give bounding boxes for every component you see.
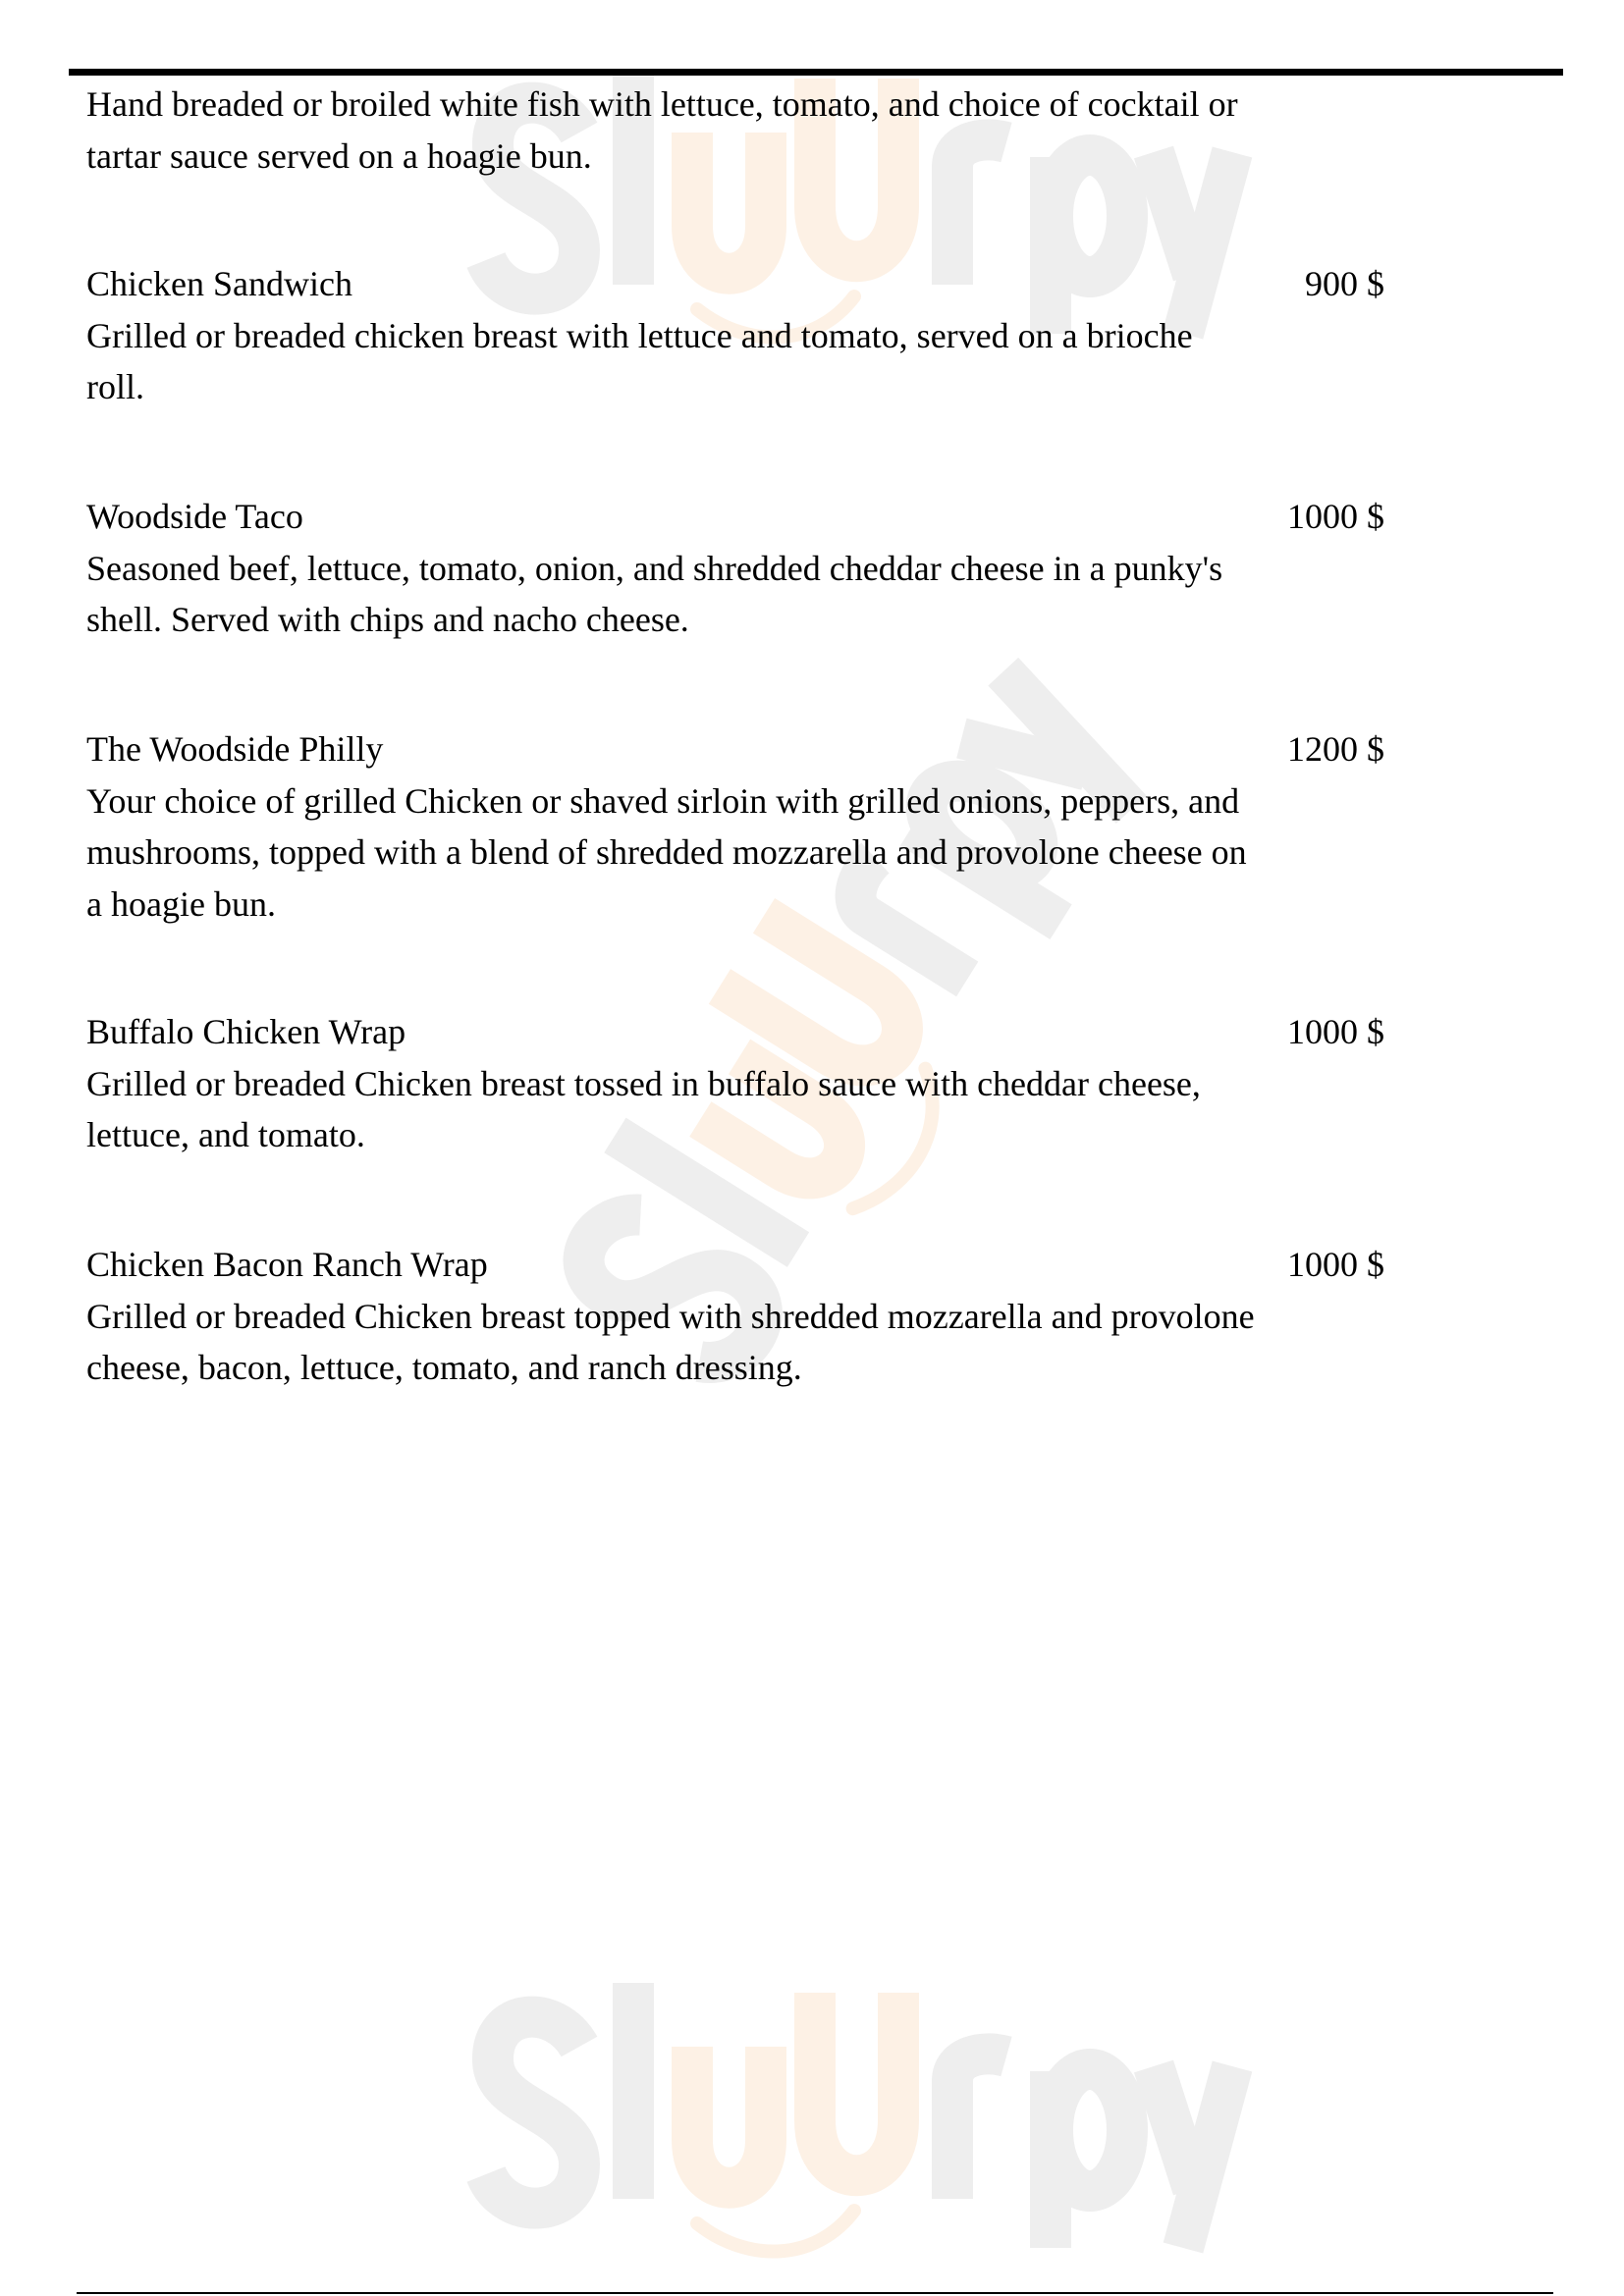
menu-item — [86, 1239, 1422, 1394]
menu-item — [86, 79, 1422, 182]
item-name: Woodside Taco — [86, 497, 303, 536]
item-description: Grilled or breaded Chicken breast tossed in buffalo sauce with cheddar cheese, lettuce, and tomato. — [86, 1063, 1201, 1154]
menu-item — [86, 491, 1422, 646]
watermark-logo — [383, 1953, 1267, 2268]
item-price: 1000 $ — [1287, 1012, 1384, 1051]
menu-item — [86, 723, 1422, 930]
item-name: Buffalo Chicken Wrap — [86, 1012, 406, 1051]
menu-item — [86, 258, 1422, 413]
item-name: Chicken Bacon Ranch Wrap — [86, 1245, 488, 1284]
item-description: Seasoned beef, lettuce, tomato, onion, and shredded cheddar cheese in a punky's shell. Served with chips and nacho cheese. — [86, 548, 1223, 639]
item-price: 1000 $ — [1287, 497, 1384, 536]
item-description: Hand breaded or broiled white fish with lettuce, tomato, and choice of cocktail or tartar sauce served on a hoagie bun. — [86, 84, 1238, 176]
item-description: Your choice of grilled Chicken or shaved sirloin with grilled onions, peppers, and mushrooms, topped with a blend of shredded mozzarella and provolone cheese on a hoagie bun. — [86, 780, 1247, 924]
item-description: Grilled or breaded chicken breast with lettuce and tomato, served on a brioche roll. — [86, 315, 1193, 406]
item-price: 1200 $ — [1287, 729, 1384, 769]
top-divider — [69, 69, 1563, 76]
menu-item — [86, 1006, 1422, 1161]
item-price: 1000 $ — [1287, 1245, 1384, 1284]
item-name: The Woodside Philly — [86, 729, 384, 769]
sluurpy-logo-graphic — [383, 1953, 1267, 2268]
item-price: 900 $ — [1305, 264, 1384, 303]
item-description: Grilled or breaded Chicken breast topped with shredded mozzarella and provolone cheese, bacon, lettuce, tomato, and ranch dressing. — [86, 1296, 1255, 1387]
bottom-divider — [77, 2292, 1553, 2294]
item-name: Chicken Sandwich — [86, 264, 352, 303]
